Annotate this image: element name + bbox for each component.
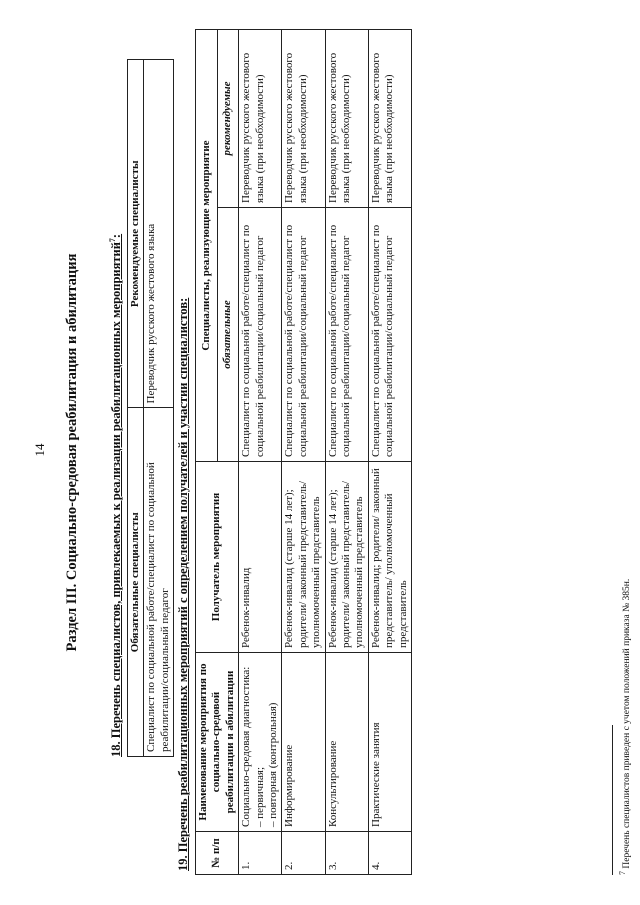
cell-measure-name: Информирование: [282, 653, 325, 832]
header-measure-name: Наименование мероприятия по социально-средовой реабилитации и абилитации: [196, 653, 239, 832]
cell-num: 2.: [282, 832, 325, 875]
cell-recipient: Ребенок-инвалид: [239, 462, 282, 653]
measure-subitem: – первичная;: [253, 766, 266, 827]
cell-recommended: Переводчик русского жестового языка (при необходимости): [368, 30, 411, 208]
cell-measure-name: [239, 653, 282, 832]
cell-mandatory-specialists: Специалист по социальной работе/специалист по социальной реабилитации/социальный педагог: [144, 408, 174, 757]
measures-table: [195, 29, 412, 875]
cell-recommended: Переводчик русского жестового языка (при необходимости): [239, 30, 282, 208]
table-header-row: [128, 60, 144, 757]
header-recommended: рекомендуемые: [217, 30, 239, 208]
header-recommended-specialists: Рекомендуемые специалисты: [128, 60, 144, 409]
page-number: 14: [32, 443, 47, 457]
cell-mandatory: Специалист по социальной работе/специалист по социальной реабилитации/социальный педагог: [239, 207, 282, 461]
cell-recipient: Ребенок-инвалид (старше 14 лет); родители/ законный представитель/ уполномоченный представитель: [282, 462, 325, 653]
list18-title-suffix: :: [109, 233, 124, 239]
cell-mandatory: Специалист по социальной работе/специалист по социальной реабилитации/социальный педагог: [368, 207, 411, 461]
list19-title: 19. Перечень реабилитационных мероприятий с определением получателей и участии специалистов:: [176, 297, 190, 871]
footnote-mark: 7: [618, 871, 627, 875]
section-title: Раздел III. Социально-средовая реабилитация и абилитация: [64, 253, 80, 652]
table-row: [144, 60, 174, 757]
header-recipient: Получатель мероприятия: [196, 462, 239, 653]
cell-measure-name: Практические занятия: [368, 653, 411, 832]
table-row: [239, 30, 282, 875]
cell-recipient: Ребенок-инвалид (старше 14 лет); родители/ законный представитель/ уполномоченный представитель: [325, 462, 368, 653]
footnote-text: Перечень специалистов приведен с учетом положений приказа № 385н.: [622, 578, 633, 869]
cell-mandatory: Специалист по социальной работе/специалист по социальной реабилитации/социальный педагог: [325, 207, 368, 461]
cell-mandatory: Специалист по социальной работе/специалист по социальной реабилитации/социальный педагог: [282, 207, 325, 461]
cell-num: 1.: [239, 832, 282, 875]
list18-title-text: 18. Перечень специалистов, привлекаемых к реализации реабилитационных мероприятий: [109, 242, 124, 757]
table-row: [282, 30, 325, 875]
measure-subitem: – повторная (контрольная): [267, 702, 280, 827]
table-row: [368, 30, 411, 875]
cell-num: 4.: [368, 832, 411, 875]
measure-name-text: Социально-средовая диагностика:: [240, 666, 253, 827]
header-specialists: Специалисты, реализующие мероприятие: [196, 30, 218, 462]
cell-recipient: Ребенок-инвалид; родители/ законный представитель/ уполномоченный представитель: [368, 462, 411, 653]
specialists-table: [127, 59, 174, 757]
cell-recommended: Переводчик русского жестового языка (при необходимости): [282, 30, 325, 208]
list18-title: [108, 234, 124, 757]
cell-num: 3.: [325, 832, 368, 875]
table-header-row: [196, 30, 218, 875]
list18-footnote-mark: 7: [108, 238, 117, 243]
header-mandatory: обязательные: [217, 207, 239, 461]
footnote: [618, 579, 632, 875]
footnote-divider: [612, 725, 613, 875]
header-num: № п/п: [196, 832, 239, 875]
cell-recommended-specialists: Переводчик русского жестового языка: [144, 60, 174, 409]
cell-measure-name: Консультирование: [325, 653, 368, 832]
cell-recommended: Переводчик русского жестового языка (при необходимости): [325, 30, 368, 208]
header-mandatory-specialists: Обязательные специалисты: [128, 408, 144, 757]
table-row: [325, 30, 368, 875]
